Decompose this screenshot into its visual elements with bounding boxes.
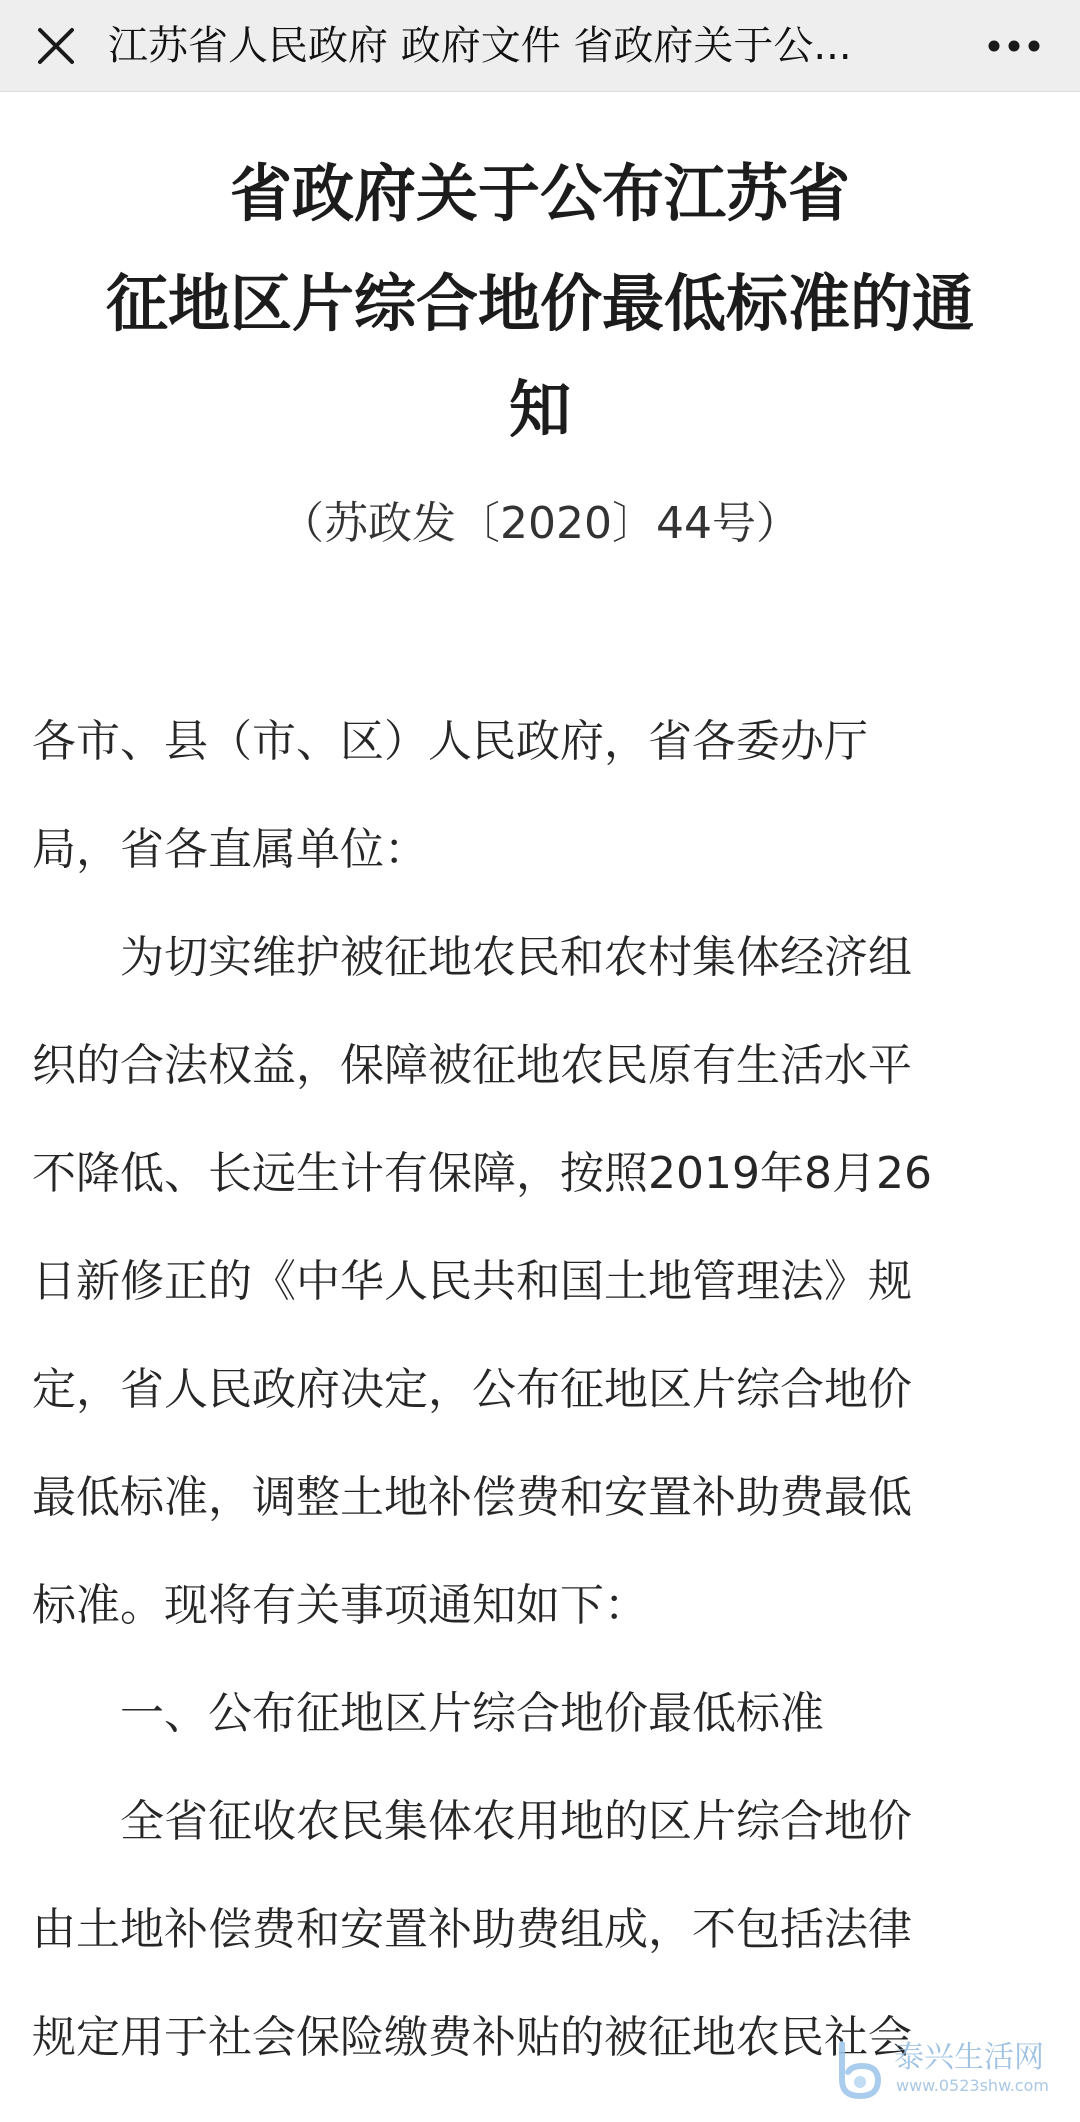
document-title-line-3: 知 (508, 373, 571, 446)
watermark-logo-icon (830, 2038, 890, 2102)
watermark-url: www.0523shw.com (896, 2076, 1049, 2095)
body-line: 最低标准，调整土地补偿费和安置补助费最低 (32, 1472, 912, 1523)
document-title-line-1: 省政府关于公布江苏省 (229, 157, 850, 230)
body-line: 全省征收农民集体农用地的区片综合地价 (32, 1796, 912, 1847)
body-line: 不降低、长远生计有保障，按照2019年8月26 (32, 1148, 932, 1199)
watermark (830, 2038, 1050, 2102)
page-title: 江苏省人民政府 政府文件 省政府关于公... (108, 23, 852, 69)
more-icon (984, 38, 1044, 54)
body-line: 定，省人民政府决定，公布征地区片综合地价 (32, 1364, 912, 1415)
section-heading: 一、公布征地区片综合地价最低标准 (32, 1688, 824, 1739)
body-line: 为切实维护被征地农民和农村集体经济组 (32, 932, 912, 983)
watermark-name: 泰兴生活网 (894, 2040, 1044, 2075)
document-number: （苏政发〔2020〕44号） (280, 498, 800, 549)
body-line: 织的合法权益，保障被征地农民原有生活水平 (32, 1040, 912, 1091)
body-line: 规定用于社会保险缴费补贴的被征地农民社会 (32, 2012, 912, 2063)
more-options-button[interactable] (970, 8, 1058, 84)
body-line: 各市、县（市、区）人民政府，省各委办厅 (32, 716, 868, 767)
body-line: 局，省各直属单位： (32, 824, 428, 875)
navigation-bar (0, 0, 1080, 92)
body-line: 日新修正的《中华人民共和国土地管理法》规 (32, 1256, 912, 1307)
body-line: 由土地补偿费和安置补助费组成，不包括法律 (32, 1904, 912, 1955)
close-icon (34, 24, 78, 68)
close-button[interactable] (18, 8, 94, 84)
document-title-line-2: 征地区片综合地价最低标准的通 (105, 267, 974, 340)
body-line: 标准。现将有关事项通知如下： (32, 1580, 648, 1631)
